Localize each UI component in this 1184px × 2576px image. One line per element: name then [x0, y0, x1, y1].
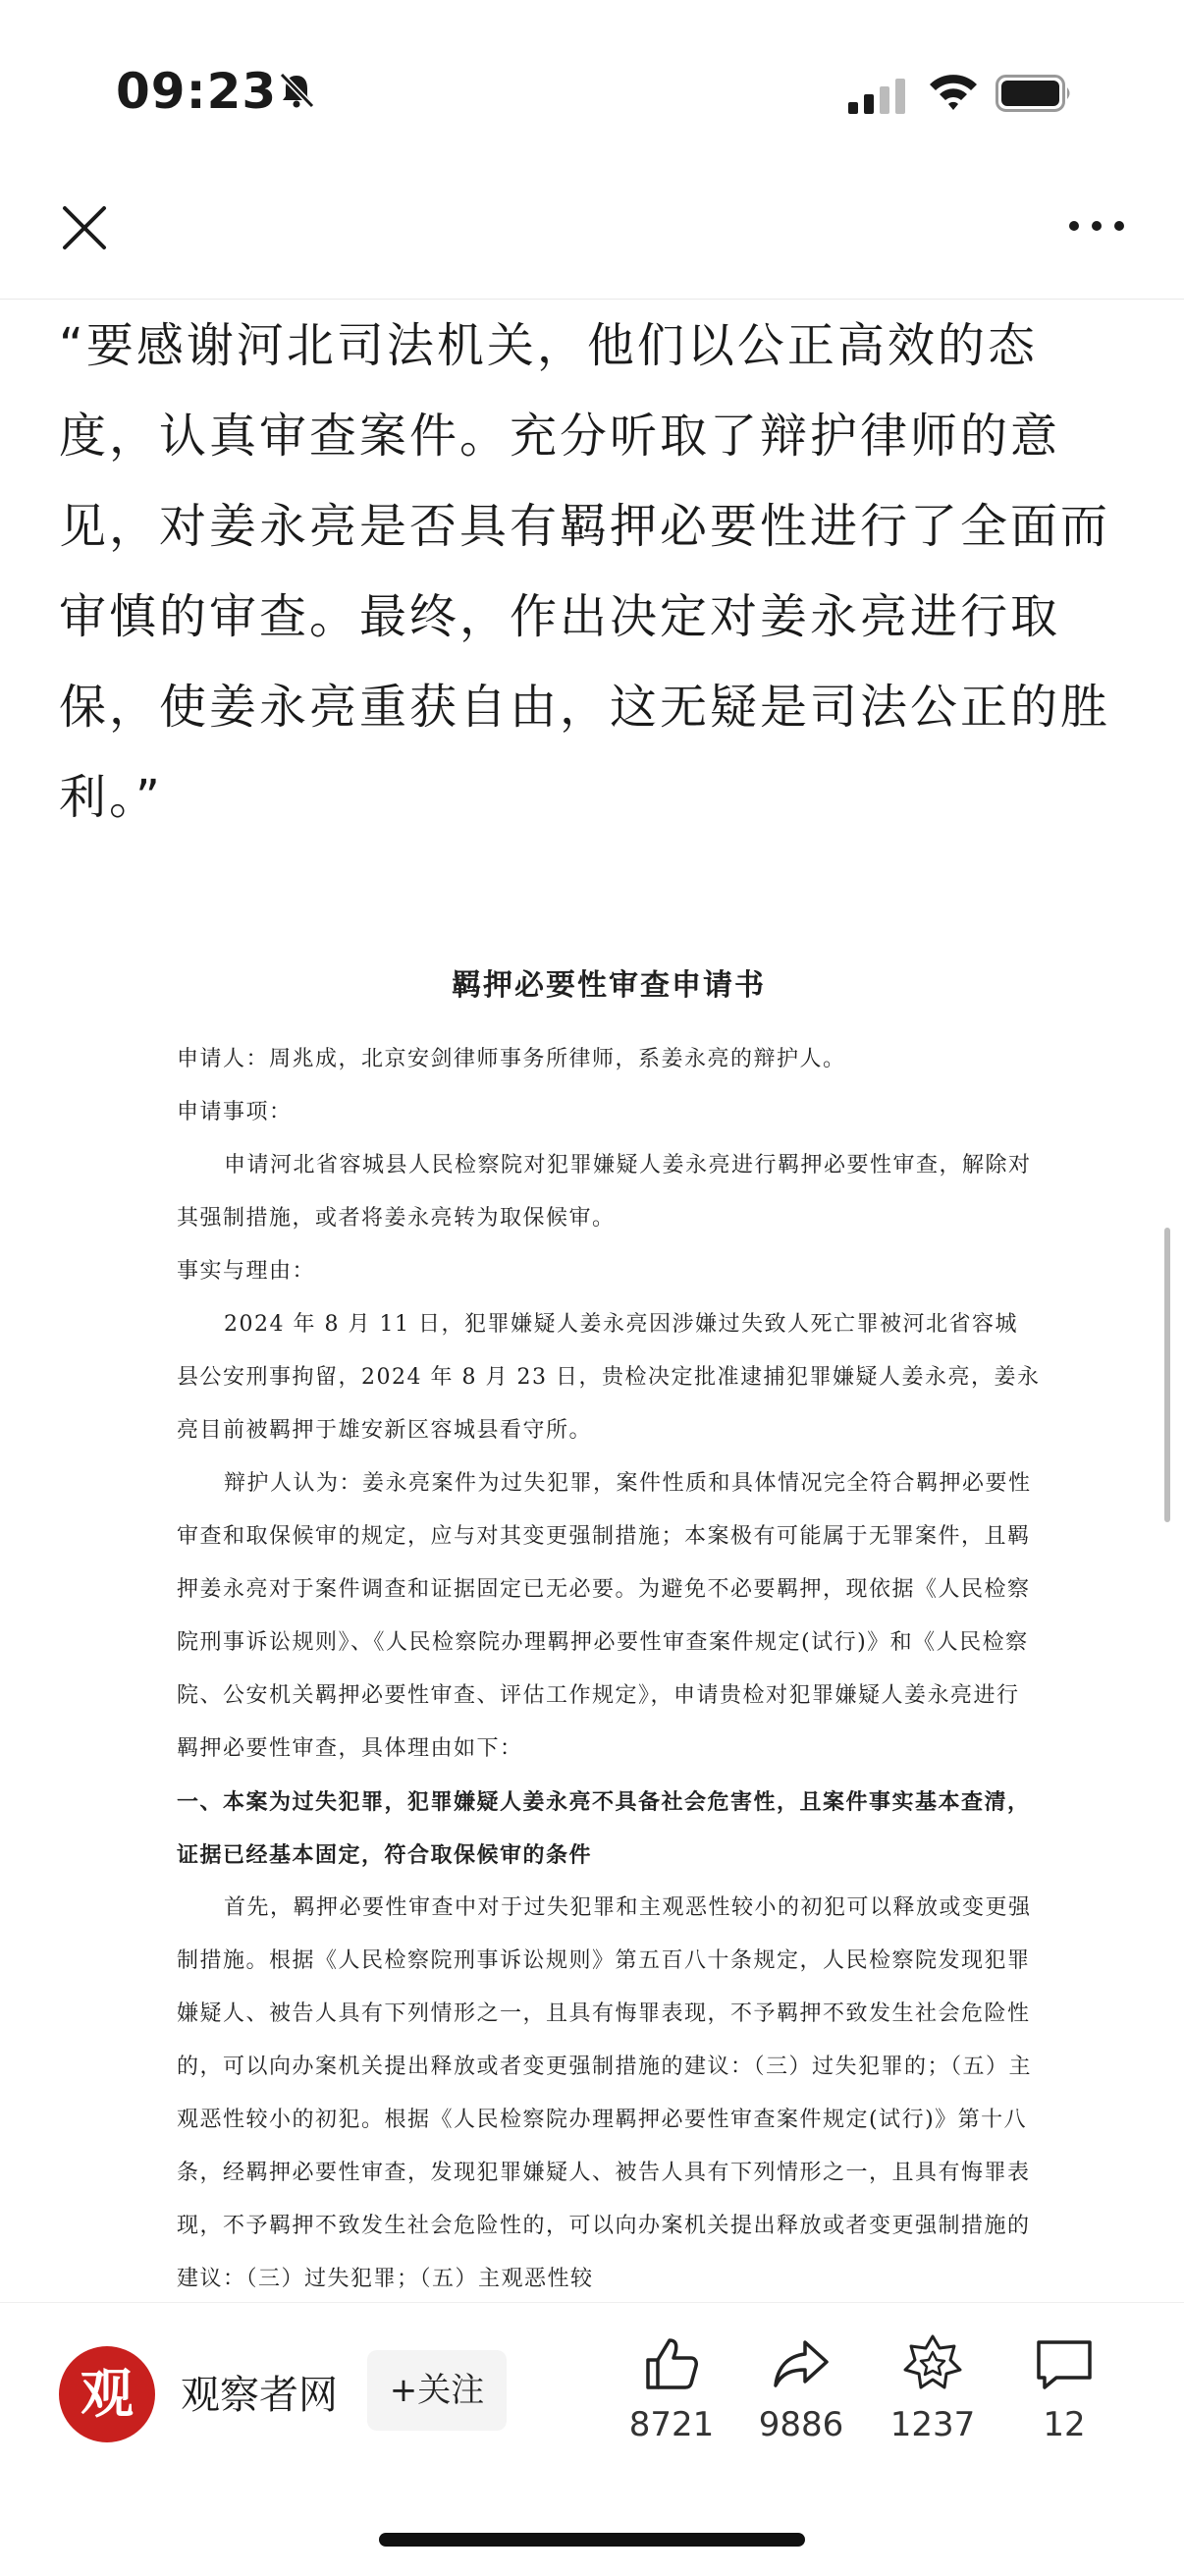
favorite-count: 1237 [889, 2405, 976, 2444]
article-quote: “要感谢河北司法机关，他们以公正高效的态度，认真审查案件。充分听取了辩护律师的意见，对姜永亮是否具有羁押必要性进行了全面而审慎的审查。最终，作出决定对姜永亮进行取保，使姜永亮重获自由，这无疑是司法公正的胜利。” [59, 318, 1111, 825]
comment-button[interactable] [1005, 2332, 1123, 2444]
status-bar [0, 0, 1184, 187]
status-time: 09:23 [116, 63, 278, 120]
comment-icon [1033, 2332, 1096, 2395]
document-paragraph: 一、本案为过失犯罪，犯罪嫌疑人姜永亮不具备社会危害性，且案件事实基本查清，证据已经基本固定，符合取保候审的条件 [177, 1789, 1031, 1868]
brand-logo[interactable]: 观 [59, 2346, 155, 2442]
home-indicator[interactable] [379, 2533, 805, 2547]
document-paragraph: 事实与理由： [177, 1259, 316, 1284]
battery-icon [996, 75, 1074, 112]
favorite-icon [901, 2332, 964, 2395]
share-count: 9886 [758, 2405, 844, 2444]
share-icon [770, 2332, 833, 2395]
document-paragraph: 首先，羁押必要性审查中对于过失犯罪和主观恶性较小的初犯可以释放或变更强制措施。根据《人民检察院刑事诉讼规则》第五百八十条规定，人民检察院发现犯罪嫌疑人、被告人具有下列情形之一，且具有悔罪表现，不予羁押不致发生社会危险性的，可以向办案机关提出释放或者变更强制措施的建议：（三）过失犯罪的；（五）主观恶性较小的初犯。根据《人民检察院办理羁押必要性审查案件规定(试行)》第十八条，经羁押必要性审查，发现犯罪嫌疑人、被告人具有下列情形之一，且具有悔罪表现，不予羁押不致发生社会危险性的，可以向办案机关提出释放或者变更强制措施的建议：（三）过失犯罪；（五）主观恶性较 [177, 1895, 1033, 2291]
more-options-icon[interactable] [1066, 216, 1127, 236]
share-button[interactable] [742, 2332, 860, 2444]
like-button[interactable] [613, 2332, 730, 2444]
cellular-signal-icon [846, 77, 909, 116]
bottom-bar [0, 2302, 1184, 2576]
wifi-icon [927, 71, 980, 114]
close-icon[interactable] [57, 200, 112, 255]
brand-name[interactable]: 观察者网 [181, 2373, 338, 2418]
document-paragraph: 申请事项： [177, 1100, 293, 1124]
document-paragraph: 辩护人认为：姜永亮案件为过失犯罪，案件性质和具体情况完全符合羁押必要性审查和取保候审的规定，应与对其变更强制措施；本案极有可能属于无罪案件，且羁押姜永亮对于案件调查和证据固定已无必要。为避免不必要羁押，现依据《人民检察院刑事诉讼规则》、《人民检察院办理羁押必要性审查案件规定(试行)》和《人民检察院、公安机关羁押必要性审查、评估工作规定》，申请贵检对犯罪嫌疑人姜永亮进行羁押必要性审查，具体理由如下： [177, 1471, 1032, 1761]
nav-bar [0, 187, 1184, 300]
silent-bell-icon [277, 71, 316, 110]
follow-button[interactable]: +关注 [367, 2350, 507, 2431]
document-paragraph: 2024 年 8 月 11 日，犯罪嫌疑人姜永亮因涉嫌过失致人死亡罪被河北省容城县公安刑事拘留，2024 年 8 月 23 日，贵检决定批准逮捕犯罪嫌疑人姜永亮，姜永亮目前被羁押于雄安新区容城县看守所。 [177, 1312, 1041, 1443]
favorite-button[interactable] [874, 2332, 992, 2444]
thumbs-up-icon [640, 2332, 703, 2395]
document-title: 羁押必要性审查申请书 [452, 968, 766, 1003]
document-paragraph: 申请人：周兆成，北京安剑律师事务所律师，系姜永亮的辩护人。 [177, 1047, 846, 1071]
scroll-indicator[interactable] [1164, 1228, 1170, 1522]
like-count: 8721 [628, 2405, 715, 2444]
document-image[interactable] [177, 941, 1041, 2296]
comment-count: 12 [1043, 2405, 1086, 2444]
document-paragraph: 申请河北省容城县人民检察院对犯罪嫌疑人姜永亮进行羁押必要性审查，解除对其强制措施，或者将姜永亮转为取保候审。 [177, 1153, 1032, 1231]
